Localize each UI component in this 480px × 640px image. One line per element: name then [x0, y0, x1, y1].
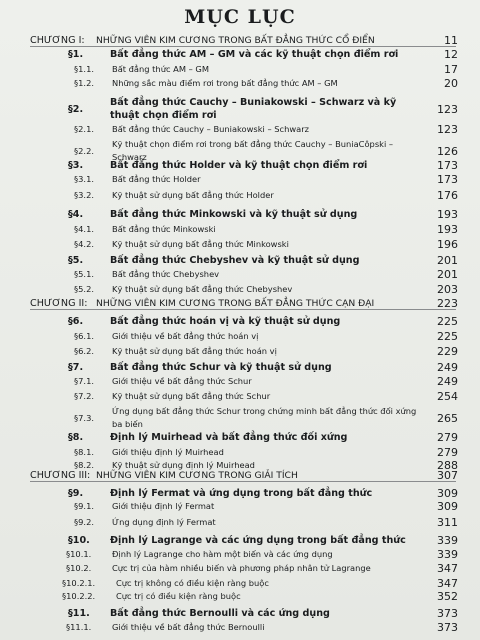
toc-entry-title: Giới thiệu về bất đẳng thức hoán vị: [112, 331, 259, 341]
toc-entry-title: Cực trị có điều kiện ràng buộc: [116, 591, 241, 601]
toc-entry-title: Giới thiệu định lý Fermat: [112, 501, 215, 511]
toc-page-number: 347: [437, 576, 458, 590]
toc-subsection: [0, 344, 480, 358]
toc-entry-title: Bất đẳng thức Holder: [112, 174, 201, 184]
toc-entry-number: §10.: [68, 534, 90, 546]
toc-entry-number: §2.: [68, 103, 84, 115]
toc-page-number: 229: [437, 344, 458, 358]
toc-entry-title: Giới thiệu về bất đẳng thức Bernoulli: [112, 622, 265, 632]
toc-entry-number: §1.1.: [74, 64, 94, 74]
toc-page-number: 373: [437, 620, 458, 634]
toc-entry-number: §6.1.: [74, 331, 94, 341]
toc-entry-title: Bất đẳng thức Bernoulli và các ứng dụng: [110, 607, 330, 619]
toc-entry-number: §4.2.: [74, 239, 94, 249]
toc-entry-title: Kỹ thuật sử dụng định lý Muirhead: [112, 460, 255, 470]
toc-entry-title: Giới thiệu định lý Muirhead: [112, 447, 224, 457]
toc-entry-title: Bất đẳng thức Cauchy – Buniakowski – Schwarz và kỹ thuật chọn điểm rơi: [110, 97, 397, 121]
toc-page-number: 249: [437, 374, 458, 388]
toc-entry-title: NHỮNG VIÊN KIM CƯƠNG TRONG GIẢI TÍCH: [96, 469, 298, 481]
toc-page-number: 196: [437, 237, 458, 251]
toc-entry-number: §6.2.: [74, 346, 94, 356]
toc-subsection: [0, 222, 480, 236]
toc-entry-title: Kỹ thuật chọn điểm rơi trong bất đẳng thức Cauchy – BuniaCôpski – Schwarz: [112, 139, 394, 162]
toc-subsection: [0, 620, 480, 634]
chapter-divider: [30, 481, 456, 482]
toc-subsection: [0, 547, 480, 561]
toc-entry-title: Kỹ thuật sử dụng bất đẳng thức Schur: [112, 391, 271, 401]
toc-entry-title: Cực trị không có điều kiện ràng buộc: [116, 578, 269, 588]
toc-entry-title: Ứng dụng bất đẳng thức Schur trong chứng minh bất đẳng thức đối xứng ba biến: [112, 406, 417, 429]
toc-section: [0, 428, 480, 446]
toc-entry-title: Ứng dụng định lý Fermat: [112, 517, 216, 527]
toc-page-number: 254: [437, 389, 458, 403]
toc-entry-number: §5.2.: [74, 284, 94, 294]
toc-entry-number: §2.2.: [74, 146, 94, 156]
toc-page-number: 201: [437, 253, 458, 267]
toc-subsection: [0, 561, 480, 575]
toc-entry-title: NHỮNG VIÊN KIM CƯƠNG TRONG BẤT ĐẲNG THỨC CẠN ĐẠI: [96, 297, 375, 309]
toc-entry-title: Bất đẳng thức Schur và kỹ thuật sử dụng: [110, 361, 332, 373]
toc-entry-number: §1.: [68, 49, 84, 60]
toc-entry-title: Giới thiệu về bất đẳng thức Schur: [112, 376, 252, 386]
toc-page-number: 126: [437, 144, 458, 158]
toc-entry-title: Định lý Fermat và ứng dụng trong bất đẳng thức: [110, 487, 373, 499]
toc-subsection: [0, 374, 480, 388]
toc-entry-number: §6.: [68, 315, 84, 327]
toc-entry-number: §7.1.: [74, 376, 94, 386]
toc-entry-number: §9.: [68, 487, 84, 499]
toc-subsection: [0, 187, 480, 203]
toc-page-number: 339: [437, 547, 458, 561]
toc-entry-number: §5.: [68, 254, 84, 266]
toc-entry-title: Định lý Lagrange và các ứng dụng trong bất đẳng thức: [110, 534, 406, 546]
toc-section: [0, 47, 480, 62]
toc-entry-number: CHƯƠNG II:: [30, 297, 88, 309]
toc-page-number: 11: [444, 33, 458, 47]
toc-subsection: [0, 62, 480, 76]
toc-page-number: 201: [437, 267, 458, 281]
toc-page-number: 173: [437, 158, 458, 172]
toc-page-number: 225: [437, 329, 458, 343]
toc-chapter: [0, 468, 480, 482]
toc-entry-number: §9.2.: [74, 517, 94, 527]
toc-entry-title: Kỹ thuật sử dụng bất đẳng thức Minkowski: [112, 239, 289, 249]
toc-section: [0, 206, 480, 222]
toc-page-number: 288: [437, 458, 458, 472]
toc-chapter: [0, 296, 480, 310]
toc-page-number: 249: [437, 360, 458, 374]
toc-entry-number: §10.2.: [66, 563, 92, 573]
toc-page-number: 173: [437, 172, 458, 186]
toc-subsection: [0, 514, 480, 530]
toc-page-number: 347: [437, 561, 458, 575]
toc-entry-title: Những sắc màu điểm rơi trong bất đẳng thức AM – GM: [112, 78, 338, 88]
toc-page-number: 373: [437, 606, 458, 620]
toc-entry-title: Bất đẳng thức AM – GM và các kỹ thuật chọn điểm rơi: [110, 49, 399, 60]
toc-entry-number: §5.1.: [74, 269, 94, 279]
toc-page-number: 339: [437, 533, 458, 547]
toc-page-number: 123: [437, 102, 458, 116]
toc-subsection: [0, 122, 480, 136]
toc-page-number: 352: [437, 589, 458, 603]
toc-entry-number: §7.3.: [74, 413, 94, 423]
toc-entry-number: §10.1.: [66, 549, 92, 559]
toc-page-number: 265: [437, 411, 458, 425]
toc-entry-title: Bất đẳng thức AM – GM: [112, 64, 209, 74]
toc-entry-title: Định lý Lagrange cho hàm một biến và các ứng dụng: [112, 549, 333, 559]
toc-page-number: 123: [437, 122, 458, 136]
toc-entry-number: §1.2.: [74, 78, 94, 88]
toc-entry-title: Bất đẳng thức hoán vị và kỹ thuật sử dụng: [110, 315, 341, 327]
toc-subsection: [0, 407, 480, 429]
toc-entry-title: Cực trị của hàm nhiều biến và phương pháp nhân tử Lagrange: [112, 563, 371, 573]
toc-entry-number: §3.2.: [74, 190, 94, 200]
toc-entry-number: §11.1.: [66, 622, 92, 632]
toc-entry-number: §8.1.: [74, 447, 94, 457]
toc-subsection: [0, 499, 480, 513]
toc-entry-title: Kỹ thuật sử dụng bất đẳng thức Holder: [112, 190, 274, 200]
toc-page-number: 279: [437, 445, 458, 459]
toc-entry-number: §7.2.: [74, 391, 94, 401]
toc-page-number: 176: [437, 188, 458, 202]
toc-page-number: 225: [437, 314, 458, 328]
toc-subsection: [0, 445, 480, 459]
toc-entry-number: §3.1.: [74, 174, 94, 184]
toc-section: [0, 532, 480, 548]
toc-entry-title: Bất đẳng thức Cauchy – Buniakowski – Schwarz: [112, 124, 309, 134]
toc-entry-title: Định lý Muirhead và bất đẳng thức đối xứng: [110, 431, 348, 443]
toc-section: [0, 157, 480, 173]
toc-page-number: 203: [437, 282, 458, 296]
toc-entry-title: Bất đẳng thức Chebyshev: [112, 269, 220, 279]
toc-entry-number: CHƯƠNG I:: [30, 34, 85, 46]
toc-entry-number: §9.1.: [74, 501, 94, 511]
toc-page-number: 193: [437, 222, 458, 236]
toc-page-number: 279: [437, 430, 458, 444]
toc-subsection: [0, 329, 480, 343]
toc-entry-number: CHƯƠNG III:: [30, 469, 91, 481]
toc-section: [0, 97, 480, 121]
toc-entry-title: Kỹ thuật sử dụng bất đẳng thức Chebyshev: [112, 284, 293, 294]
toc-page-number: 17: [444, 62, 458, 76]
toc-entry-number: §11.: [68, 607, 90, 619]
toc-page-number: 223: [437, 296, 458, 310]
toc-section: [0, 359, 480, 375]
toc-subsection: [0, 282, 480, 296]
toc-entry-number: §4.: [68, 208, 84, 220]
toc-page-number: 309: [437, 486, 458, 500]
toc-entry-number: §3.: [68, 159, 84, 171]
toc-subsection: [0, 589, 480, 603]
toc-page-number: 307: [437, 468, 458, 482]
toc-subsection: [0, 267, 480, 281]
toc-entry-number: §7.: [68, 361, 84, 373]
toc-entry-title: Bất đẳng thức Holder và kỹ thuật chọn điểm rơi: [110, 159, 368, 171]
toc-entry-number: §4.1.: [74, 224, 94, 234]
toc-entry-title: Bất đẳng thức Minkowski: [112, 224, 216, 234]
toc-subsection: [0, 76, 480, 90]
toc-page-number: 193: [437, 207, 458, 221]
toc-subsection: [0, 237, 480, 251]
toc-entry-title: NHỮNG VIÊN KIM CƯƠNG TRONG BẤT ĐẲNG THỨC CỔ ĐIỂN: [96, 34, 375, 46]
toc-page-number: 20: [444, 76, 458, 90]
toc-page-number: 309: [437, 499, 458, 513]
toc-subsection: [0, 576, 480, 590]
toc-subsection: [0, 172, 480, 186]
chapter-divider: [30, 309, 456, 310]
toc-entry-number: §8.: [68, 431, 84, 443]
toc-subsection: [0, 389, 480, 403]
toc-entry-number: §10.2.1.: [62, 578, 96, 588]
toc-entry-title: Kỹ thuật sử dụng bất đẳng thức hoán vị: [112, 346, 277, 356]
toc-section: [0, 252, 480, 268]
toc-entry-number: §10.2.2.: [62, 591, 96, 601]
toc-entry-title: Bất đẳng thức Minkowski và kỹ thuật sử dụng: [110, 208, 358, 220]
toc-page-number: 311: [437, 515, 458, 529]
page-title: MỤC LỤC: [184, 6, 296, 28]
toc-entry-title: Bất đẳng thức Chebyshev và kỹ thuật sử dụng: [110, 254, 360, 266]
toc-entry-number: §2.1.: [74, 124, 94, 134]
toc-page-number: 12: [444, 48, 458, 61]
toc-chapter: [0, 33, 480, 47]
toc-section: [0, 313, 480, 329]
toc-section: [0, 605, 480, 621]
toc-entry-number: §8.2.: [74, 460, 94, 470]
